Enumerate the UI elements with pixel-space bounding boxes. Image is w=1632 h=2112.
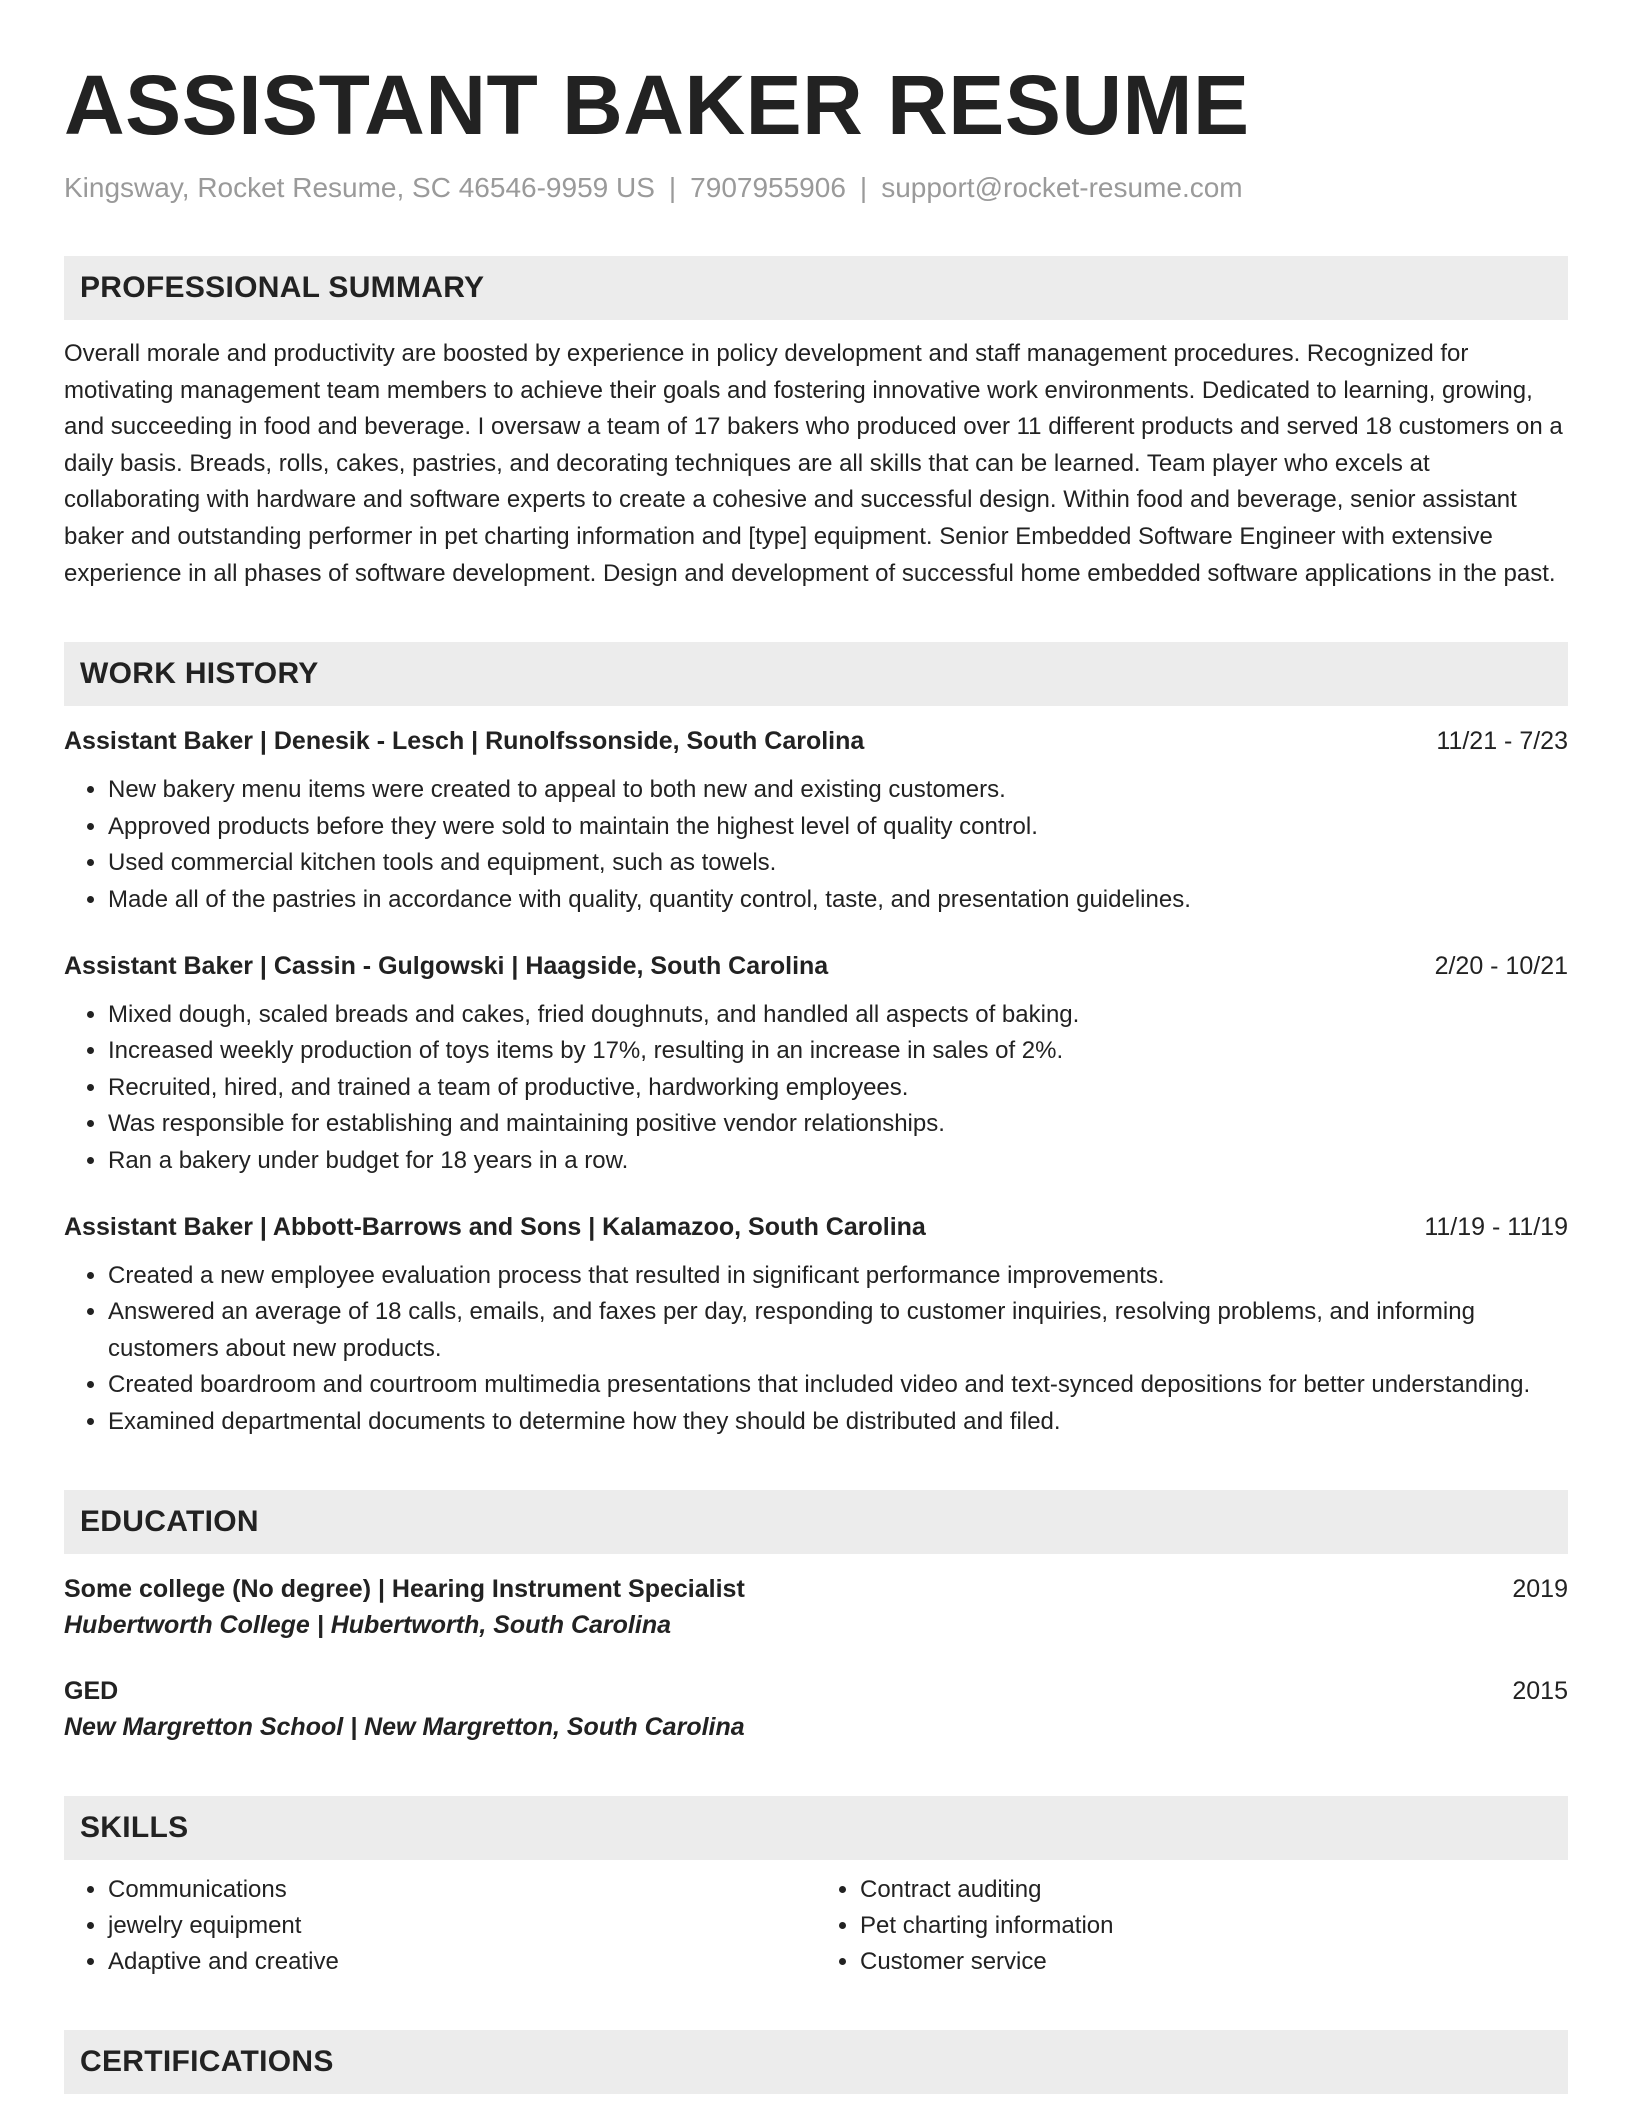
job-entry: [64, 1210, 1568, 1441]
job-bullets: [64, 1258, 1568, 1441]
skill-item: • Pet charting information: [860, 1908, 1568, 1944]
job-date: 11/19 - 11/19: [1424, 1212, 1568, 1241]
job-bullet: • Approved products before they were sold to maintain the highest level of quality control.: [108, 809, 1568, 846]
job-title: Assistant Baker | Denesik - Lesch | Runolfssonside, South Carolina: [64, 727, 865, 756]
job-bullets: [64, 997, 1568, 1180]
education-school: Hubertworth College | Hubertworth, South Carolina: [64, 1611, 671, 1640]
job-bullet: • Answered an average of 18 calls, emails, and faxes per day, responding to customer inquiries, resolving problems, and informing customers about new products.: [108, 1294, 1568, 1367]
job-header: [64, 1210, 1568, 1244]
job-entry: [64, 949, 1568, 1180]
summary-text: Overall morale and productivity are boosted by experience in policy development and staff management procedures. Recognized for motivating management team members to achieve their goals and fostering innovative work environments. Dedicated to learning, growing, and succeeding in food and beverage. I oversaw a team of 17 bakers who produced over 11 different products and served 18 customers on a daily basis. Breads, rolls, cakes, pastries, and decorating techniques are all skills that can be learned. Team player who excels at collaborating with hardware and software experts to create a cohesive and successful design. Within food and beverage, senior assistant baker and outstanding performer in pet charting information and [type] equipment. Senior Embedded Software Engineer with extensive experience in all phases of software development. Design and development of successful home embedded software applications in the past.: [64, 340, 1563, 587]
contact-phone: 7907955906: [690, 172, 846, 203]
job-date: 11/21 - 7/23: [1436, 727, 1568, 756]
education-year: 2019: [1512, 1575, 1568, 1604]
job-bullet: • Increased weekly production of toys items by 17%, resulting in an increase in sales of 2%.: [108, 1033, 1568, 1070]
education-entry: [64, 1674, 1568, 1746]
job-entry: [64, 724, 1568, 918]
education-degree: GED: [64, 1677, 119, 1706]
job-bullet: • Used commercial kitchen tools and equipment, such as towels.: [108, 845, 1568, 882]
job-bullet: • Created boardroom and courtroom multimedia presentations that included video and text-synced depositions for better understanding.: [108, 1367, 1568, 1404]
education-school: New Margretton School | New Margretton, South Carolina: [64, 1713, 745, 1742]
skills-list: [64, 1872, 1568, 1980]
education-entry: [64, 1572, 1568, 1644]
section-heading-work: WORK HISTORY: [64, 642, 1568, 706]
skill-item: • jewelry equipment: [108, 1908, 816, 1944]
skill-item: • Communications: [108, 1872, 816, 1908]
job-bullet: • New bakery menu items were created to appeal to both new and existing customers.: [108, 772, 1568, 809]
job-bullet: • Ran a bakery under budget for 18 years in a row.: [108, 1143, 1568, 1180]
section-heading-summary: PROFESSIONAL SUMMARY: [64, 256, 1568, 320]
contact-line: [64, 170, 1568, 206]
job-date: 2/20 - 10/21: [1434, 951, 1568, 980]
skill-item: • Adaptive and creative: [108, 1944, 816, 1980]
contact-separator: |: [668, 172, 677, 203]
job-header: [64, 949, 1568, 983]
contact-address: Kingsway, Rocket Resume, SC 46546-9959 US: [64, 172, 655, 203]
section-heading-education: EDUCATION: [64, 1490, 1568, 1554]
resume-title: ASSISTANT BAKER RESUME: [64, 58, 1250, 152]
job-bullet: • Made all of the pastries in accordance with quality, quantity control, taste, and presentation guidelines.: [108, 882, 1568, 919]
skills-column-left: [64, 1872, 816, 1980]
job-bullets: [64, 772, 1568, 918]
job-bullet: • Recruited, hired, and trained a team of productive, hardworking employees.: [108, 1070, 1568, 1107]
education-header: [64, 1674, 1568, 1708]
job-title: Assistant Baker | Cassin - Gulgowski | Haagside, South Carolina: [64, 951, 829, 980]
job-title: Assistant Baker | Abbott-Barrows and Sons | Kalamazoo, South Carolina: [64, 1212, 926, 1241]
job-bullet: • Examined departmental documents to determine how they should be distributed and filed.: [108, 1404, 1568, 1441]
education-header: [64, 1572, 1568, 1606]
education-year: 2015: [1512, 1677, 1568, 1706]
skill-item: • Customer service: [860, 1944, 1568, 1980]
job-bullet: • Created a new employee evaluation process that resulted in significant performance improvements.: [108, 1258, 1568, 1295]
job-bullet: • Mixed dough, scaled breads and cakes, fried doughnuts, and handled all aspects of baking.: [108, 997, 1568, 1034]
skills-column-right: [816, 1872, 1568, 1980]
education-degree: Some college (No degree) | Hearing Instrument Specialist: [64, 1575, 745, 1604]
contact-separator: |: [859, 172, 868, 203]
job-bullet: • Was responsible for establishing and maintaining positive vendor relationships.: [108, 1106, 1568, 1143]
contact-email[interactable]: support@rocket-resume.com: [881, 172, 1243, 203]
section-heading-skills: SKILLS: [64, 1796, 1568, 1860]
skill-item: • Contract auditing: [860, 1872, 1568, 1908]
section-heading-certifications: CERTIFICATIONS: [64, 2030, 1568, 2094]
job-header: [64, 724, 1568, 758]
